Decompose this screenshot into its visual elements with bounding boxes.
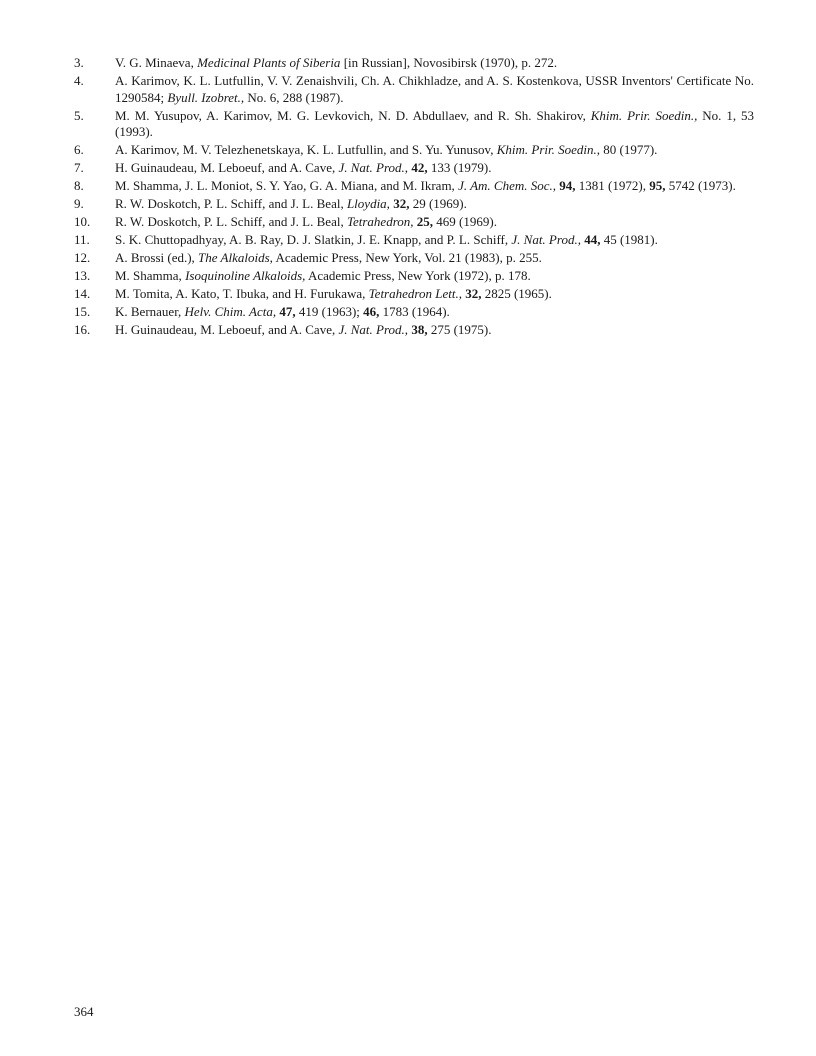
reference-number: 15.	[74, 304, 91, 319]
reference-item	[74, 160, 754, 177]
reference-source: Helv. Chim. Acta,	[184, 304, 277, 319]
reference-segment: No. 1, 53 (1993).	[115, 107, 754, 140]
reference-number: 13.	[74, 268, 91, 284]
reference-text	[115, 108, 754, 141]
reference-segment: R. W. Doskotch, P. L. Schiff, and J. L. Beal,	[115, 214, 347, 230]
reference-item	[74, 178, 754, 195]
reference-number: 8.	[74, 178, 84, 194]
reference-volume: 38,	[411, 321, 428, 337]
reference-volume: 25,	[416, 214, 434, 230]
reference-segment: 419 (1963);	[295, 304, 364, 319]
reference-segment: Academic Press, New York (1972), p. 178.	[305, 268, 531, 284]
reference-volume: 42,	[411, 160, 428, 176]
reference-segment: No. 6, 288 (1987).	[244, 89, 344, 105]
reference-source: Khim. Prir. Soedin.,	[590, 107, 698, 123]
reference-source: Tetrahedron Lett.,	[368, 286, 462, 302]
reference-source: Tetrahedron,	[346, 214, 414, 230]
reference-text	[115, 55, 754, 72]
reference-source: J. Nat. Prod.,	[338, 321, 409, 337]
reference-number: 11.	[74, 232, 90, 248]
reference-item	[74, 304, 754, 321]
reference-item	[74, 250, 754, 267]
reference-segment: 469 (1969).	[433, 214, 497, 230]
reference-item	[74, 286, 754, 303]
reference-segment: Academic Press, New York, Vol. 21 (1983), p. 255.	[272, 250, 542, 266]
reference-source: J. Nat. Prod.,	[511, 232, 581, 248]
reference-source: Byull. Izobret.,	[167, 89, 245, 105]
reference-segment: 1783 (1964).	[379, 304, 450, 319]
reference-number: 10.	[74, 214, 91, 230]
reference-number: 5.	[74, 107, 84, 123]
reference-volume: 47,	[279, 304, 296, 319]
reference-segment: K. Bernauer,	[115, 304, 185, 319]
reference-segment: 29 (1969).	[409, 196, 467, 212]
reference-item	[74, 142, 754, 159]
page-number: 364	[74, 1004, 94, 1019]
reference-volume: 95,	[649, 178, 666, 194]
reference-segment: M. Shamma,	[115, 268, 186, 284]
reference-text	[115, 304, 754, 321]
reference-source: Lloydia,	[346, 196, 390, 212]
reference-segment: S. K. Chuttopadhyay, A. B. Ray, D. J. Slatkin, J. E. Knapp, and P. L. Schiff,	[115, 232, 512, 248]
reference-text	[115, 142, 754, 159]
reference-item	[74, 214, 754, 231]
reference-item	[74, 108, 754, 141]
reference-source: J. Nat. Prod.,	[338, 160, 409, 176]
reference-source: Isoquinoline Alkaloids,	[185, 268, 306, 284]
reference-text	[115, 73, 754, 106]
reference-item	[74, 55, 754, 72]
reference-segment: A. Brossi (ed.),	[115, 250, 199, 266]
reference-segment: M. Tomita, A. Kato, T. Ibuka, and H. Furukawa,	[115, 286, 369, 302]
reference-segment: M. Shamma, J. L. Moniot, S. Y. Yao, G. A. Miana, and M. Ikram,	[115, 178, 459, 194]
reference-segment: A. Karimov, M. V. Telezhenetskaya, K. L. Lutfullin, and S. Yu. Yunusov,	[115, 142, 497, 158]
reference-segment: V. G. Minaeva,	[115, 55, 198, 70]
reference-text	[115, 160, 754, 177]
reference-segment: 45 (1981).	[600, 232, 658, 248]
reference-item	[74, 196, 754, 213]
reference-text	[115, 196, 754, 213]
reference-volume: 32,	[465, 286, 482, 302]
reference-segment: A. Karimov, K. L. Lutfullin, V. V. Zenaishvili, Ch. A. Chikhladze, and A. S. Kostenkova, USSR Inventors' Certificate No. 1290584;	[115, 72, 754, 105]
reference-segment: 2825 (1965).	[481, 286, 552, 302]
reference-segment: H. Guinaudeau, M. Leboeuf, and A. Cave,	[115, 160, 339, 176]
reference-segment: 133 (1979).	[427, 160, 492, 176]
reference-segment: 80 (1977).	[600, 142, 658, 158]
reference-number: 3.	[74, 55, 84, 70]
reference-segment: H. Guinaudeau, M. Leboeuf, and A. Cave,	[115, 321, 339, 337]
reference-text	[115, 214, 754, 231]
reference-segment: M. M. Yusupov, A. Karimov, M. G. Levkovich, N. D. Abdullaev, and R. Sh. Shakirov,	[115, 107, 591, 123]
reference-text	[115, 268, 754, 285]
reference-segment: 5742 (1973).	[665, 178, 736, 194]
reference-list	[74, 55, 754, 340]
reference-item	[74, 73, 754, 106]
reference-text	[115, 178, 754, 195]
reference-source: J. Am. Chem. Soc.,	[458, 178, 557, 194]
reference-text	[115, 232, 754, 249]
reference-segment: 275 (1975).	[427, 321, 492, 337]
reference-segment: [in Russian], Novosibirsk (1970), p. 272.	[340, 55, 558, 70]
reference-number: 14.	[74, 286, 91, 302]
reference-item	[74, 268, 754, 285]
reference-volume: 46,	[363, 304, 380, 319]
reference-source: Khim. Prir. Soedin.,	[496, 142, 601, 158]
reference-source: Medicinal Plants of Siberia	[197, 55, 341, 70]
reference-segment: R. W. Doskotch, P. L. Schiff, and J. L. Beal,	[115, 196, 347, 212]
reference-number: 12.	[74, 250, 91, 266]
reference-item	[74, 232, 754, 249]
reference-text	[115, 250, 754, 267]
reference-number: 7.	[74, 160, 84, 176]
reference-number: 9.	[74, 196, 84, 212]
reference-volume: 32,	[393, 196, 410, 212]
reference-item	[74, 322, 754, 339]
reference-text	[115, 286, 754, 303]
reference-number: 4.	[74, 72, 84, 88]
reference-volume: 94,	[559, 178, 576, 194]
reference-number: 16.	[74, 321, 91, 337]
reference-volume: 44,	[584, 232, 601, 248]
reference-number: 6.	[74, 142, 84, 158]
reference-text	[115, 322, 754, 339]
reference-segment: 1381 (1972),	[575, 178, 650, 194]
reference-source: The Alkaloids,	[198, 250, 273, 266]
